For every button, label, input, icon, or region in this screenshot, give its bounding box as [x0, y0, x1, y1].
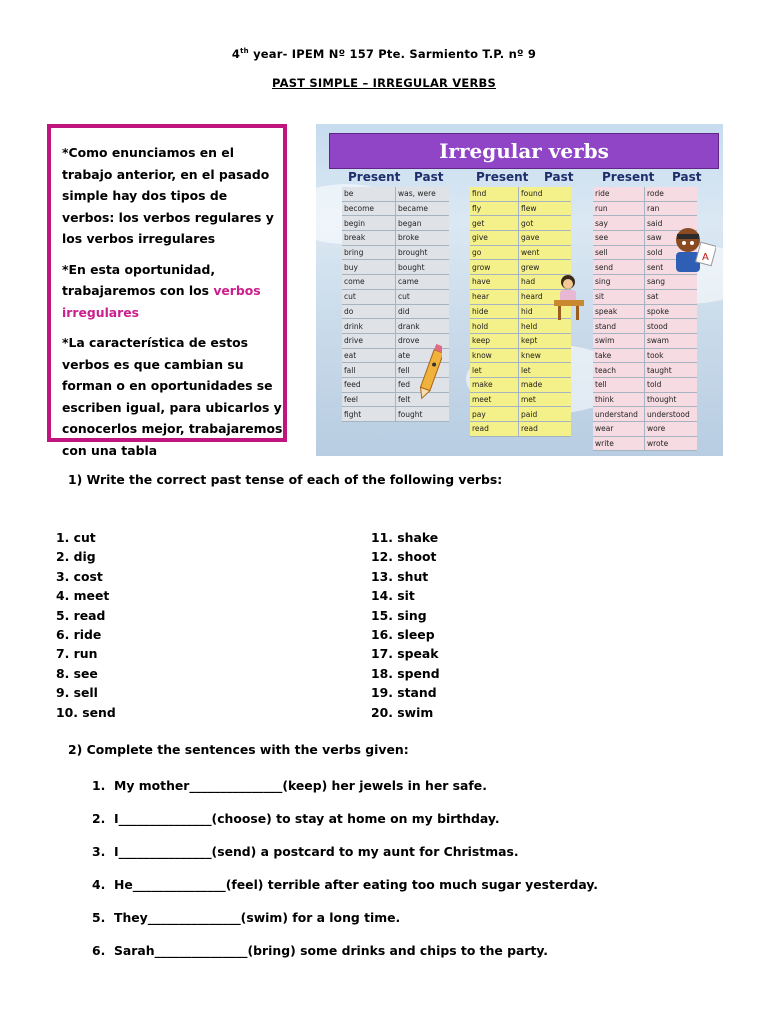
verb-past: flew [519, 201, 572, 216]
verb-present: break [342, 231, 396, 246]
verb-past: cut [396, 289, 450, 304]
verb-present: sit [593, 289, 645, 304]
header-school-line [0, 47, 768, 61]
verb-present: drink [342, 319, 396, 334]
verb-past: said [645, 216, 698, 231]
verb-list-item: 4. meet [56, 588, 110, 604]
verb-past: became [396, 201, 450, 216]
worksheet-title [0, 76, 768, 90]
verb-present: say [593, 216, 645, 231]
verb-row [593, 422, 697, 437]
verb-present: know [470, 348, 519, 363]
verb-past: went [519, 245, 572, 260]
verb-row [470, 363, 571, 378]
irregular-verbs-title: Irregular verbs [329, 133, 719, 169]
verb-present: hear [470, 289, 519, 304]
verb-list-item: 18. spend [371, 665, 440, 681]
verb-list-item: 5. read [56, 607, 106, 623]
verb-past: made [519, 377, 572, 392]
verb-present: come [342, 275, 396, 290]
verb-row [470, 407, 571, 422]
verb-present: take [593, 348, 645, 363]
verb-row [470, 348, 571, 363]
verb-past: fell [396, 363, 450, 378]
verb-present: meet [470, 392, 519, 407]
info-paragraph-3: *La característica de estos verbos es que cambian su forman o en oportunidades se escriben igual, para ubicarlos y conocerlos mejor, trabajaremos con una tabla [62, 335, 283, 458]
col-head-past: Past [672, 170, 702, 184]
sentence-number: 5. [92, 910, 106, 925]
verb-past: ran [645, 201, 698, 216]
verb-list-item: 2. dig [56, 549, 96, 565]
verb-list-item: 19. stand [371, 685, 437, 701]
sentence-item [92, 842, 598, 875]
verb-present: keep [470, 333, 519, 348]
verb-row [470, 231, 571, 246]
verb-list-item: 1. cut [56, 530, 96, 545]
verb-list-item: 12. shoot [371, 549, 437, 565]
verb-present: feed [342, 377, 396, 392]
verb-past: read [519, 422, 572, 437]
sentence-item [92, 875, 598, 908]
verb-present: speak [593, 304, 645, 319]
sentence-item [92, 908, 598, 941]
verb-row [593, 304, 697, 319]
verb-row [593, 348, 697, 363]
verb-past: sat [645, 289, 698, 304]
child-with-paper-illustration-icon [668, 222, 716, 278]
verb-list-item: 13. shut [371, 568, 429, 584]
worksheet-title-text: PAST SIMPLE – IRREGULAR VERBS [272, 76, 496, 90]
verb-past: came [396, 275, 450, 290]
verb-past: began [396, 216, 450, 231]
verb-past: gave [519, 231, 572, 246]
exercise-2-heading: 2) Complete the sentences with the verbs given: [68, 742, 409, 757]
verb-past: sent [645, 260, 698, 275]
verb-list-left [56, 528, 116, 722]
verb-present: feel [342, 392, 396, 407]
verb-row [593, 333, 697, 348]
verb-past: heard [519, 289, 572, 304]
svg-text:A: A [702, 252, 709, 263]
col-head-present: Present [602, 170, 655, 184]
verb-list-item: 14. sit [371, 588, 415, 604]
col-head-present: Present [348, 170, 401, 184]
verb-past: kept [519, 333, 572, 348]
verb-present: ride [593, 187, 645, 201]
verb-past: grew [519, 260, 572, 275]
verb-row [470, 201, 571, 216]
verb-past: knew [519, 348, 572, 363]
verb-past: bought [396, 260, 450, 275]
verb-present: be [342, 187, 396, 201]
verb-row [470, 377, 571, 392]
verb-past: thought [645, 392, 698, 407]
verb-list-item: 3. cost [56, 568, 103, 584]
verb-row [342, 319, 449, 334]
verb-present: wear [593, 422, 645, 437]
info-paragraph-2 [62, 259, 283, 324]
sentence-number: 2. [92, 811, 106, 826]
verb-past: did [396, 304, 450, 319]
verb-present: do [342, 304, 396, 319]
sentence-number: 3. [92, 844, 106, 859]
verb-past: sang [645, 275, 698, 290]
verb-present: get [470, 216, 519, 231]
header-year: 4 [231, 47, 241, 61]
verb-present: write [593, 436, 645, 451]
verb-row [470, 392, 571, 407]
verb-present: sing [593, 275, 645, 290]
verb-past: was, were [396, 187, 450, 201]
verb-past: drove [396, 333, 450, 348]
verb-row [593, 407, 697, 422]
verb-present: tell [593, 377, 645, 392]
verb-row [342, 304, 449, 319]
info-box [47, 124, 287, 458]
exercise-1-heading: 1) Write the correct past tense of each of the following verbs: [68, 472, 503, 487]
verb-row [342, 216, 449, 231]
sentence-text: They_______________(swim) for a long time. [114, 910, 401, 925]
verb-row [593, 392, 697, 407]
verb-past: met [519, 392, 572, 407]
verb-list-item: 15. sing [371, 607, 427, 623]
verb-row [593, 289, 697, 304]
verb-past: fought [396, 407, 450, 422]
verb-present: buy [342, 260, 396, 275]
verb-list-item: 20. swim [371, 704, 434, 720]
verb-present: eat [342, 348, 396, 363]
col-head-past: Past [414, 170, 444, 184]
info-paragraph-1: *Como enunciamos en el trabajo anterior, en el pasado simple hay dos tipos de verbos: los verbos regulares y los verbos irregulares [62, 145, 274, 246]
verb-list-item: 7. run [56, 646, 98, 662]
verb-past: stood [645, 319, 698, 334]
verb-present: give [470, 231, 519, 246]
verb-list-item: 17. speak [371, 646, 439, 662]
verb-row [470, 333, 571, 348]
verb-past: drank [396, 319, 450, 334]
verb-past: saw [645, 231, 698, 246]
sentence-text: Sarah_______________(bring) some drinks and chips to the party. [114, 943, 549, 958]
verb-past: felt [396, 392, 450, 407]
verb-present: teach [593, 363, 645, 378]
verb-present: find [470, 187, 519, 201]
verb-past: let [519, 363, 572, 378]
verb-past: brought [396, 245, 450, 260]
verb-present: fly [470, 201, 519, 216]
verb-present: cut [342, 289, 396, 304]
verb-row [470, 216, 571, 231]
verb-present: grow [470, 260, 519, 275]
verb-present: make [470, 377, 519, 392]
verb-past: broke [396, 231, 450, 246]
verb-present: hide [470, 304, 519, 319]
verb-present: think [593, 392, 645, 407]
verb-past: paid [519, 407, 572, 422]
verb-past: wore [645, 422, 698, 437]
verb-row [470, 187, 571, 201]
verb-past: got [519, 216, 572, 231]
verb-row [342, 275, 449, 290]
verb-present: become [342, 201, 396, 216]
verb-row [593, 363, 697, 378]
verb-row [593, 201, 697, 216]
col-head-past: Past [544, 170, 574, 184]
sentence-item [92, 809, 598, 842]
verb-present: sell [593, 245, 645, 260]
sentence-text: My mother_______________(keep) her jewels in her safe. [114, 778, 487, 793]
verb-row [593, 436, 697, 451]
verb-past: found [519, 187, 572, 201]
verb-past: understood [645, 407, 698, 422]
verb-present: fall [342, 363, 396, 378]
verb-past: ate [396, 348, 450, 363]
verb-past: taught [645, 363, 698, 378]
verb-list-item: 10. send [56, 704, 116, 720]
verb-present: pay [470, 407, 519, 422]
verb-row [593, 187, 697, 201]
verb-list-item: 9. sell [56, 685, 98, 701]
col-head-present: Present [476, 170, 529, 184]
verb-row [593, 319, 697, 334]
verb-row [342, 231, 449, 246]
verb-present: understand [593, 407, 645, 422]
verb-present: send [593, 260, 645, 275]
sentence-text: I_______________(choose) to stay at home on my birthday. [114, 811, 500, 826]
info-highlight: verbos irregulares [62, 283, 261, 320]
verb-present: hold [470, 319, 519, 334]
verb-past: had [519, 275, 572, 290]
verb-present: drive [342, 333, 396, 348]
verb-row [593, 377, 697, 392]
verb-present: begin [342, 216, 396, 231]
verb-row [342, 201, 449, 216]
verb-present: bring [342, 245, 396, 260]
verb-present: run [593, 201, 645, 216]
verb-present: see [593, 231, 645, 246]
header-year-suffix: th [240, 47, 249, 56]
verb-row [470, 245, 571, 260]
verb-past: hid [519, 304, 572, 319]
sentence-number: 1. [92, 778, 106, 793]
verb-present: go [470, 245, 519, 260]
verb-list-item: 16. sleep [371, 626, 435, 642]
verb-present: swim [593, 333, 645, 348]
sentence-item [92, 941, 598, 974]
verb-past: wrote [645, 436, 698, 451]
verb-row [470, 422, 571, 437]
header-school: year- IPEM Nº 157 Pte. Sarmiento T.P. nº 9 [248, 47, 537, 61]
sentence-text: I_______________(send) a postcard to my aunt for Christmas. [114, 844, 519, 859]
sentence-list [92, 776, 598, 974]
verb-past: held [519, 319, 572, 334]
verb-past: sold [645, 245, 698, 260]
verb-list-item: 6. ride [56, 626, 102, 642]
verb-row [342, 289, 449, 304]
pencil-illustration-icon [420, 342, 442, 404]
sentence-number: 4. [92, 877, 106, 892]
verb-list-right [371, 528, 440, 722]
sentence-item [92, 776, 598, 809]
verb-row [342, 260, 449, 275]
irregular-verbs-chart-image [316, 124, 723, 456]
verb-row [342, 187, 449, 201]
verb-present: stand [593, 319, 645, 334]
verb-present: fight [342, 407, 396, 422]
verb-past: rode [645, 187, 698, 201]
verb-list-item: 11. shake [371, 530, 439, 545]
verb-past: spoke [645, 304, 698, 319]
verb-present: read [470, 422, 519, 437]
verb-past: took [645, 348, 698, 363]
verb-row [342, 407, 449, 422]
sentence-number: 6. [92, 943, 106, 958]
verb-past: told [645, 377, 698, 392]
verb-present: let [470, 363, 519, 378]
verb-list-item: 8. see [56, 665, 98, 681]
verb-past: fed [396, 377, 450, 392]
child-reading-illustration-icon [554, 272, 588, 322]
verb-past: swam [645, 333, 698, 348]
sentence-text: He_______________(feel) terrible after eating too much sugar yesterday. [114, 877, 598, 892]
verb-row [342, 245, 449, 260]
verb-present: have [470, 275, 519, 290]
info-paragraph-2-text: *En esta oportunidad, trabajaremos con los [62, 261, 216, 298]
